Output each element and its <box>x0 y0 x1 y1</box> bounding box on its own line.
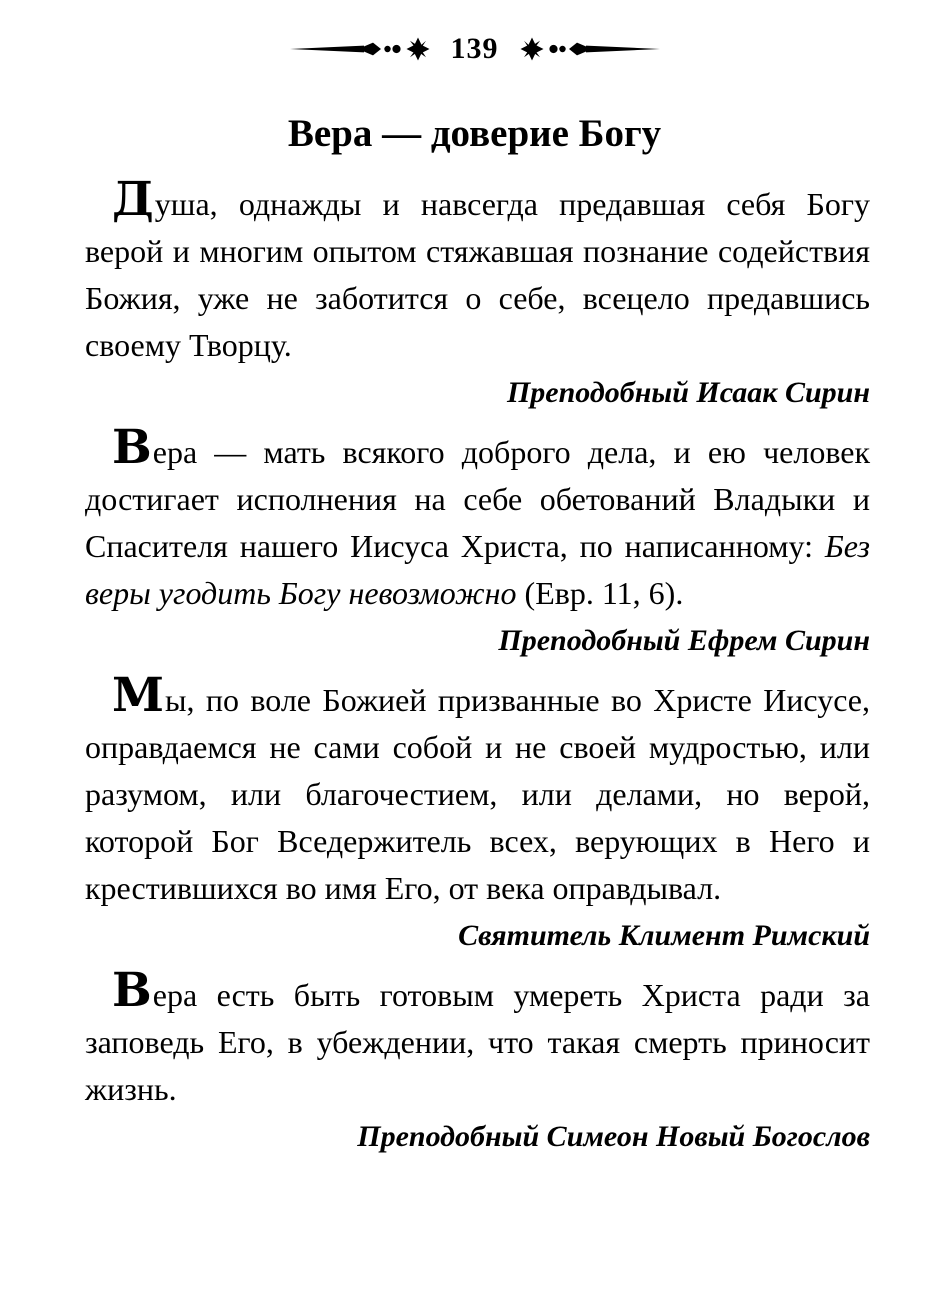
page-title: Вера — доверие Богу <box>287 112 662 155</box>
quote-body: ера есть быть готовым умереть Христа ради за заповедь Его, в убеждении, что такая смерть приносит жизнь. <box>85 976 870 1107</box>
quote-body: ы, по воле Божией призванные во Христе Иисусе, оправдаемся не сами собой и не своей мудростью, или разумом, или благочестием, или делами, но верой, которой Бог Вседержитель всех, верующих в Него и крестившихся во имя Его, от века оправдывал. <box>85 681 870 906</box>
quote-block-3 <box>85 667 870 954</box>
quote-block-4 <box>85 962 870 1155</box>
page-number: 139 <box>450 32 499 65</box>
quote-body: ера — мать всякого доброго дела, и ею человек достигает исполнения на себе обетований Владыки и Спасителя нашего Иисуса Христа, по написанному: <box>85 433 870 564</box>
drop-cap: Д <box>112 171 154 227</box>
quote-text <box>85 419 870 617</box>
quote-scripture-ref: (Евр. 11, 6). <box>516 574 684 611</box>
flourish-left-icon <box>290 35 440 63</box>
quote-block-2 <box>85 419 870 659</box>
quote-body: уша, однажды и навсегда предавшая себя Богу верой и многим опытом стяжавшая познание содействия Божия, уже не заботится о себе, всецело предавшись своему Творцу. <box>85 185 870 363</box>
quotes-content <box>0 155 949 1155</box>
running-head <box>0 0 949 68</box>
quote-text <box>85 962 870 1113</box>
drop-cap: В <box>112 419 152 475</box>
flourish-right-icon <box>510 35 660 63</box>
quote-scripture-italic: Без веры угодить Богу невозможно <box>85 527 870 611</box>
quote-attribution: Преподобный Исаак Сирин <box>506 375 870 409</box>
drop-cap: М <box>112 667 165 723</box>
quote-block-1 <box>85 171 870 411</box>
quote-attribution: Святитель Климент Римский <box>458 918 870 952</box>
quote-attribution: Преподобный Ефрем Сирин <box>498 623 870 657</box>
quote-attribution: Преподобный Симеон Новый Богослов <box>357 1119 870 1153</box>
drop-cap: В <box>112 962 152 1018</box>
quote-text <box>85 171 870 369</box>
quote-text <box>85 667 870 912</box>
